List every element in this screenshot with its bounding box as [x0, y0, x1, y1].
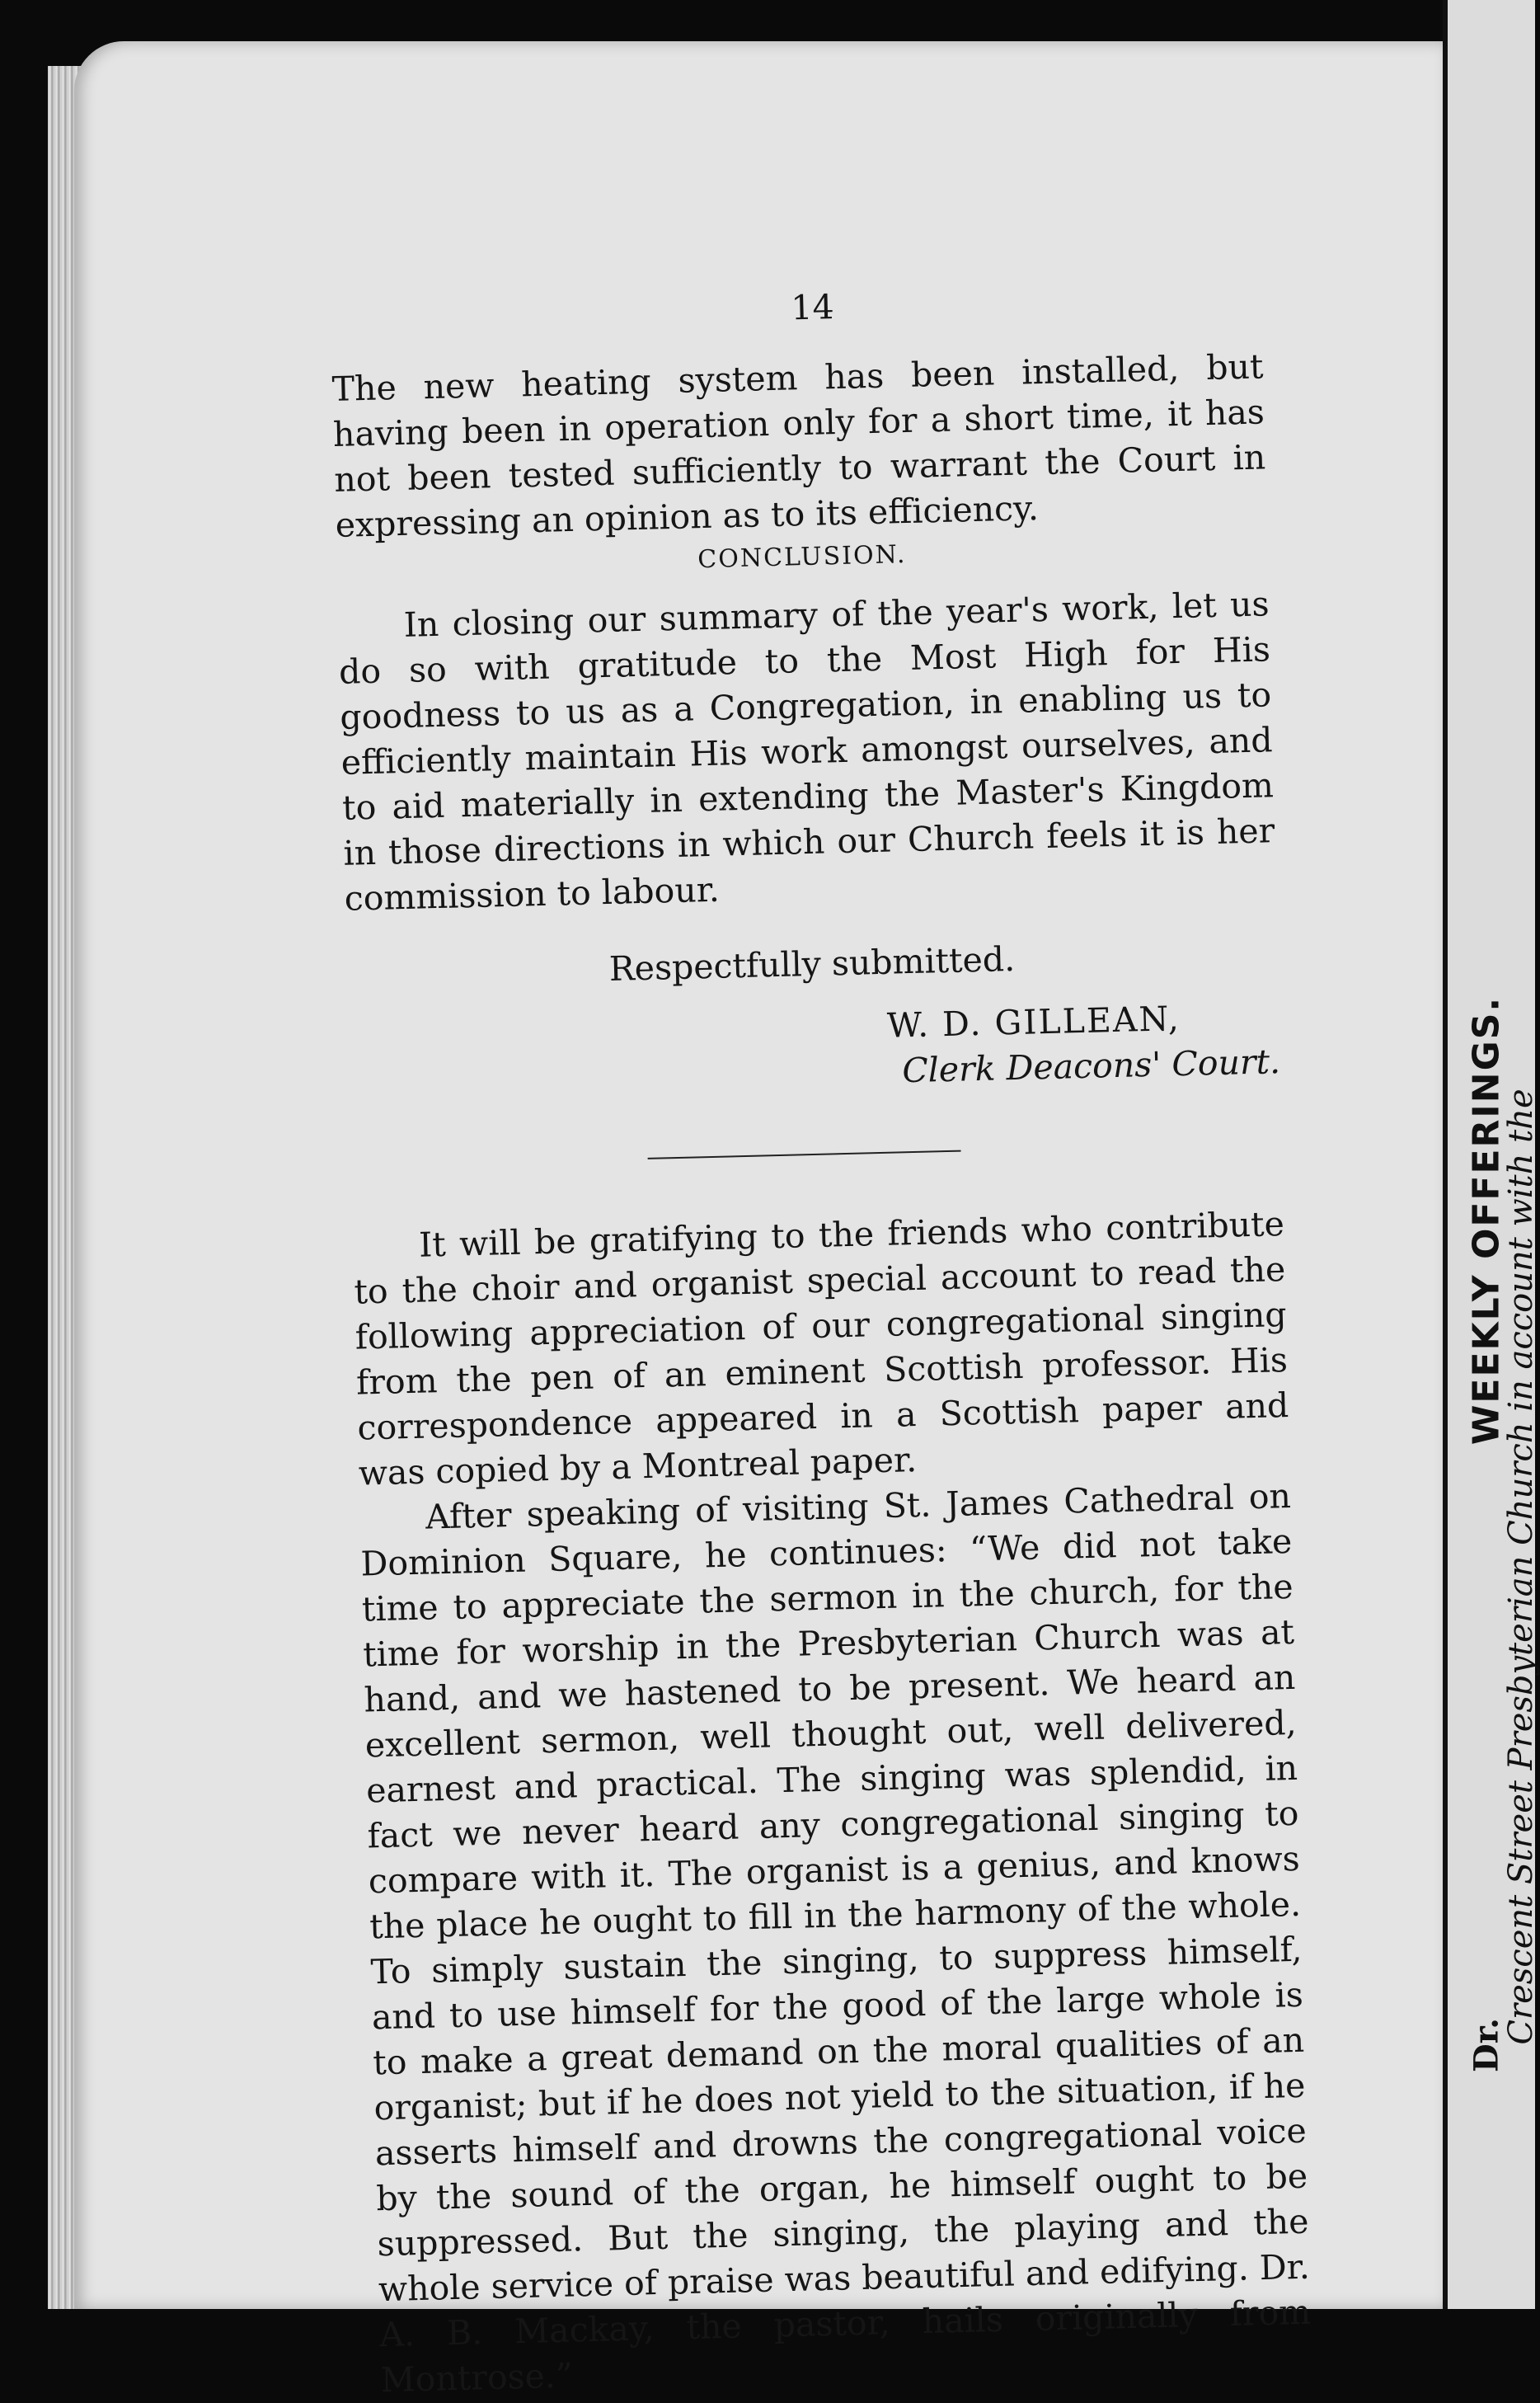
section-heading-conclusion: CONCLUSION. [697, 540, 907, 575]
page-number: 14 [790, 287, 835, 328]
side-mark: Dr. [1467, 2017, 1506, 2073]
signature-title: Clerk Deacons' Court. [901, 1042, 1281, 1091]
signature-name: W. D. GILLEAN, [886, 999, 1181, 1046]
side-subtext: Crescent Street Presbyterian Church in account with the [1502, 1089, 1540, 2045]
paragraph-choir: It will be gratifying to the friends who contribute to the choir and organist special account to read the following appreciation of our congregational singing from the pen of an eminent Scottish professor. His correspondence appeared in a Scottish paper and was copied by a Montreal paper. [353, 1204, 1289, 1493]
section-divider [648, 1150, 961, 1159]
paragraph-conclusion: In closing our summary of the year's work, let us do so with gratitude to the Most High for His goodness to us as a Congregation, in enabling us to efficiently maintain His work amongst ourselves, and to aid materially in extending the Master's Kingdom in those directions in which our Church feels it is her commission to labour. [338, 584, 1275, 919]
side-heading: WEEKLY OFFERINGS. [1465, 995, 1508, 1446]
page-text [330, 274, 1312, 2403]
paragraph-quote: After speaking of visiting St. James Cathedral on Dominion Square, he continues: “We did not take time to appreciate the sermon in the church, for the time for worship in the Presbyterian Church was at hand, and we hastened to be present. We heard an excellent sermon, well thought out, well delivered, earnest and practical. The singing was splendid, in fact we never heard any congregational singing to compare with it. The organist is a genius, and knows the place he ought to fill in the harmony of the whole. To simply sustain the singing, to suppress himself, and to use himself for the good of the large whole is to make a great demand on the moral qualities of an organist; but if he does not yield to the situation, if he asserts himself and drowns the congregational voice by the sound of the organ, he himself ought to be suppressed. But the singing, the playing and the whole service of praise was beautiful and edifying. Dr. A. B. Mackay, the pastor, hails originally from Montrose.” [359, 1475, 1312, 2401]
paragraph-heating: The new heating system has been installed, but having been in operation only for a short time, it has not been tested sufficiently to warrant the Court in expressing an opinion as to its efficiency. [331, 346, 1266, 545]
closing-line: Respectfully submitted. [608, 938, 1016, 989]
